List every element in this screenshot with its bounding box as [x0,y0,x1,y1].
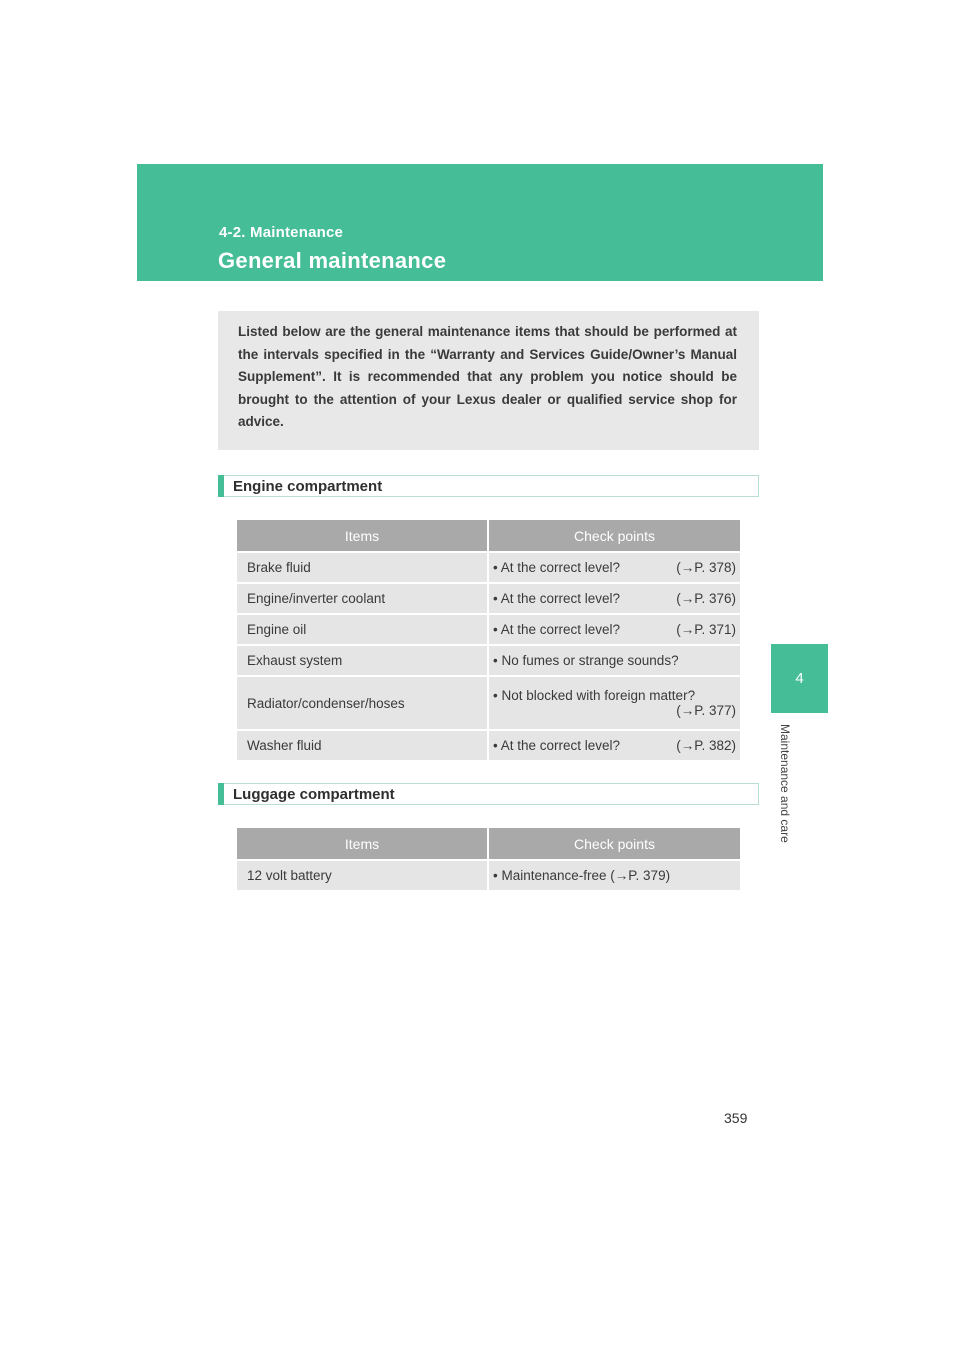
check-cell [488,552,740,583]
check-text: • At the correct level? [493,591,621,606]
page-reference[interactable]: (→P. 371) [676,622,736,637]
item-cell: Washer fluid [237,730,488,760]
check-cell [488,583,740,614]
section-label: 4-2. Maintenance [219,224,344,241]
table-row [237,614,740,645]
check-text: • No fumes or strange sounds? [493,653,679,668]
table-row [237,860,740,890]
chapter-number: 4 [795,670,804,687]
page-reference[interactable]: (→P. 376) [676,591,736,606]
check-cell [488,645,740,676]
check-text: • Not blocked with foreign matter? [493,688,696,703]
heading-marker [218,783,224,805]
luggage-heading-text: Luggage compartment [233,786,395,803]
check-text: • At the correct level? [493,622,621,637]
chapter-label: Maintenance and care [778,724,792,843]
page-reference[interactable]: (→P. 378) [676,560,736,575]
page-title: General maintenance [218,248,447,273]
heading-marker [218,475,224,497]
table-row [237,645,740,676]
check-text: • At the correct level? [493,560,621,575]
check-cell [488,730,740,760]
check-cell [488,676,740,730]
item-cell: Engine oil [237,614,488,645]
table-row [237,552,740,583]
table-row [237,730,740,760]
intro-box [218,311,759,450]
column-header-items: Items [237,828,488,860]
column-header-items: Items [237,520,488,552]
column-header-check-points: Check points [488,520,740,552]
engine-heading-text: Engine compartment [233,478,383,495]
page-reference[interactable]: (→P. 382) [676,738,736,753]
item-cell: Radiator/condenser/hoses [237,676,488,730]
table-row [237,676,740,730]
page-reference[interactable]: (→P. 377) [676,703,736,718]
item-cell: Brake fluid [237,552,488,583]
item-cell: Exhaust system [237,645,488,676]
check-cell [488,614,740,645]
chapter-tab[interactable] [771,644,828,713]
check-cell: • Maintenance-free (→P. 379) [488,860,740,890]
item-cell: 12 volt battery [237,860,488,890]
item-cell: Engine/inverter coolant [237,583,488,614]
intro-text: Listed below are the general maintenance items that should be performed at the intervals specified in the “Warranty and Services Guide/Owner’s Manual Supplement”. It is recommended that any problem you notice should be brought to the attention of your Lexus dealer or qualified service shop for advice. [238,324,737,430]
column-header-check-points: Check points [488,828,740,860]
luggage-table [237,828,740,890]
luggage-heading [218,783,759,805]
page-number: 359 [724,1110,748,1126]
check-text: • At the correct level? [493,738,621,753]
table-row [237,583,740,614]
engine-table [237,520,740,760]
engine-heading [218,475,759,497]
